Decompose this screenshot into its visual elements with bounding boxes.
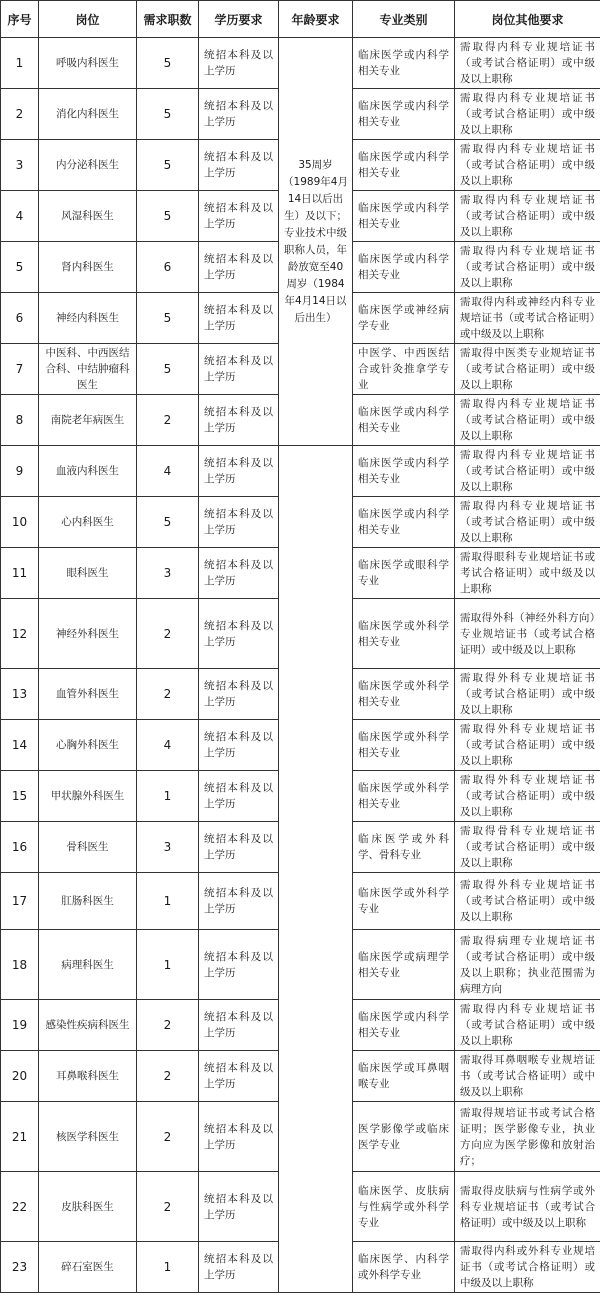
row-index: 3 <box>1 140 39 191</box>
row-position: 感染性疾病科医生 <box>39 1000 137 1051</box>
row-index: 17 <box>1 873 39 930</box>
row-count: 1 <box>137 1242 199 1293</box>
row-position: 内分泌科医生 <box>39 140 137 191</box>
row-education: 统招本科及以上学历 <box>199 395 279 446</box>
row-other: 需取得皮肤病与性病学或外科专业规培证书（或考试合格证明）或中级及以上职称 <box>455 1172 600 1242</box>
row-other: 需取得眼科专业规培证书或考试合格证明）或中级及以上职称 <box>455 548 600 599</box>
row-other: 需取得病理专业规培证书（或考试合格证明）或中级及以上职称；执业范围需为病理方向 <box>455 930 600 1000</box>
row-major: 临床医学、内科学或外科学专业 <box>353 1242 455 1293</box>
row-position: 耳鼻喉科医生 <box>39 1051 137 1102</box>
row-other: 需取得内科专业规培证书（或考试合格证明）或中级及以上职称 <box>455 140 600 191</box>
row-index: 9 <box>1 446 39 497</box>
row-index: 12 <box>1 599 39 669</box>
header-major: 专业类别 <box>353 1 455 38</box>
row-education: 统招本科及以上学历 <box>199 293 279 344</box>
row-index: 16 <box>1 822 39 873</box>
row-major: 临床医学或内科学相关专业 <box>353 497 455 548</box>
row-count: 2 <box>137 395 199 446</box>
row-count: 5 <box>137 38 199 89</box>
header-index: 序号 <box>1 1 39 38</box>
row-education: 统招本科及以上学历 <box>199 1051 279 1102</box>
header-other: 岗位其他要求 <box>455 1 600 38</box>
row-count: 2 <box>137 1172 199 1242</box>
row-major: 临床医学或内科学相关专业 <box>353 1000 455 1051</box>
row-position: 碎石室医生 <box>39 1242 137 1293</box>
row-major: 临床医学或病理学相关专业 <box>353 930 455 1000</box>
row-count: 5 <box>137 344 199 395</box>
row-other: 需取得中医类专业规培证书（或考试合格证明）或中级及以上职称 <box>455 344 600 395</box>
row-index: 20 <box>1 1051 39 1102</box>
row-major: 临床医学或耳鼻咽喉专业 <box>353 1051 455 1102</box>
row-other: 需取得内科专业规培证书（或考试合格证明）或中级及以上职称 <box>455 1000 600 1051</box>
row-position: 病理科医生 <box>39 930 137 1000</box>
row-other: 需取得内科专业规培证书（或考试合格证明）或中级及以上职称 <box>455 242 600 293</box>
row-index: 14 <box>1 720 39 771</box>
row-other: 需取得内科专业规培证书（或考试合格证明）或中级及以上职称 <box>455 89 600 140</box>
row-major: 临床医学或内科学相关专业 <box>353 191 455 242</box>
row-other: 需取得外科专业规培证书（或考试合格证明）或中级及以上职称 <box>455 873 600 930</box>
row-position: 风湿科医生 <box>39 191 137 242</box>
row-count: 6 <box>137 242 199 293</box>
row-major: 临床医学或外科学相关专业 <box>353 771 455 822</box>
row-major: 临床医学或内科学相关专业 <box>353 38 455 89</box>
row-index: 22 <box>1 1172 39 1242</box>
row-education: 统招本科及以上学历 <box>199 89 279 140</box>
row-position: 呼吸内科医生 <box>39 38 137 89</box>
row-count: 1 <box>137 930 199 1000</box>
row-education: 统招本科及以上学历 <box>199 38 279 89</box>
row-index: 2 <box>1 89 39 140</box>
row-position: 神经外科医生 <box>39 599 137 669</box>
row-other: 需取得内科专业规培证书（或考试合格证明）或中级及以上职称 <box>455 191 600 242</box>
row-position: 心胸外科医生 <box>39 720 137 771</box>
row-education: 统招本科及以上学历 <box>199 1242 279 1293</box>
row-education: 统招本科及以上学历 <box>199 720 279 771</box>
row-position: 中医科、中西医结合科、中结肿瘤科医生 <box>39 344 137 395</box>
row-major: 临床医学或神经病学专业 <box>353 293 455 344</box>
row-education: 统招本科及以上学历 <box>199 446 279 497</box>
row-education: 统招本科及以上学历 <box>199 1000 279 1051</box>
row-major: 临床医学或内科学相关专业 <box>353 446 455 497</box>
row-count: 2 <box>137 1051 199 1102</box>
row-index: 5 <box>1 242 39 293</box>
row-major: 临床医学或外科学专业 <box>353 873 455 930</box>
row-count: 5 <box>137 293 199 344</box>
row-education: 统招本科及以上学历 <box>199 497 279 548</box>
header-position: 岗位 <box>39 1 137 38</box>
row-index: 1 <box>1 38 39 89</box>
row-index: 21 <box>1 1102 39 1172</box>
row-other: 需取得骨科专业规培证书（或考试合格证明）或中级及以上职称 <box>455 822 600 873</box>
row-index: 8 <box>1 395 39 446</box>
row-index: 23 <box>1 1242 39 1293</box>
row-count: 4 <box>137 446 199 497</box>
row-count: 5 <box>137 497 199 548</box>
row-education: 统招本科及以上学历 <box>199 669 279 720</box>
row-index: 13 <box>1 669 39 720</box>
row-major: 临床医学或内科学相关专业 <box>353 242 455 293</box>
row-education: 统招本科及以上学历 <box>199 242 279 293</box>
header-count: 需求职数 <box>137 1 199 38</box>
row-other: 需取得内科专业规培证书（或考试合格证明）或中级及以上职称 <box>455 395 600 446</box>
row-position: 肾内科医生 <box>39 242 137 293</box>
header-age: 年龄要求 <box>279 1 353 38</box>
row-other: 需取得内科或外科专业规培证书（或考试合格证明）或中级及以上职称 <box>455 1242 600 1293</box>
row-other: 需取得外科专业规培证书（或考试合格证明）或中级及以上职称 <box>455 669 600 720</box>
row-other: 需取得内科专业规培证书（或考试合格证明）或中级及以上职称 <box>455 497 600 548</box>
row-index: 18 <box>1 930 39 1000</box>
row-count: 5 <box>137 191 199 242</box>
row-position: 消化内科医生 <box>39 89 137 140</box>
header-education: 学历要求 <box>199 1 279 38</box>
header-row <box>1 1 600 38</box>
row-other: 需取得规培证书或考试合格证明；医学影像专业，执业方向应为医学影像和放射治疗； <box>455 1102 600 1172</box>
row-count: 2 <box>137 1000 199 1051</box>
row-position: 眼科医生 <box>39 548 137 599</box>
row-education: 统招本科及以上学历 <box>199 344 279 395</box>
age-requirement: 35周岁（1989年4月14日以后出生）及以下；专业技术中级职称人员，年龄放宽至40周岁（1984年4月14日以后出生） <box>279 38 353 446</box>
row-position: 皮肤科医生 <box>39 1172 137 1242</box>
row-major: 临床医学或外科学、骨科专业 <box>353 822 455 873</box>
row-position: 骨科医生 <box>39 822 137 873</box>
row-count: 4 <box>137 720 199 771</box>
row-major: 临床医学、皮肤病与性病学或外科学专业 <box>353 1172 455 1242</box>
row-major: 医学影像学或临床医学专业 <box>353 1102 455 1172</box>
row-education: 统招本科及以上学历 <box>199 191 279 242</box>
row-index: 11 <box>1 548 39 599</box>
row-position: 南院老年病医生 <box>39 395 137 446</box>
age-requirement-empty <box>279 446 353 1293</box>
row-count: 3 <box>137 822 199 873</box>
table-row <box>1 446 600 497</box>
table-row <box>1 38 600 89</box>
row-count: 2 <box>137 1102 199 1172</box>
row-index: 19 <box>1 1000 39 1051</box>
row-position: 血液内科医生 <box>39 446 137 497</box>
row-education: 统招本科及以上学历 <box>199 140 279 191</box>
row-other: 需取得外科（神经外科方向）专业规培证书（或考试合格证明）或中级及以上职称 <box>455 599 600 669</box>
row-count: 3 <box>137 548 199 599</box>
row-education: 统招本科及以上学历 <box>199 873 279 930</box>
row-other: 需取得外科专业规培证书（或考试合格证明）或中级及以上职称 <box>455 771 600 822</box>
row-major: 临床医学或内科学相关专业 <box>353 140 455 191</box>
row-education: 统招本科及以上学历 <box>199 771 279 822</box>
row-position: 心内科医生 <box>39 497 137 548</box>
row-major: 临床医学或外科学相关专业 <box>353 599 455 669</box>
row-position: 甲状腺外科医生 <box>39 771 137 822</box>
row-index: 10 <box>1 497 39 548</box>
row-education: 统招本科及以上学历 <box>199 930 279 1000</box>
row-count: 5 <box>137 140 199 191</box>
row-other: 需取得外科专业规培证书（或考试合格证明）或中级及以上职称 <box>455 720 600 771</box>
row-other: 需取得内科专业规培证书（或考试合格证明）或中级及以上职称 <box>455 38 600 89</box>
row-position: 核医学科医生 <box>39 1102 137 1172</box>
row-other: 需取得内科或神经内科专业规培证书（或考试合格证明）或中级及以上职称 <box>455 293 600 344</box>
row-index: 15 <box>1 771 39 822</box>
row-education: 统招本科及以上学历 <box>199 1102 279 1172</box>
row-count: 1 <box>137 771 199 822</box>
row-education: 统招本科及以上学历 <box>199 822 279 873</box>
row-position: 神经内科医生 <box>39 293 137 344</box>
row-education: 统招本科及以上学历 <box>199 1172 279 1242</box>
row-other: 需取得耳鼻咽喉专业规培证书（或考试合格证明）或中级及以上职称 <box>455 1051 600 1102</box>
row-major: 临床医学或外科学相关专业 <box>353 669 455 720</box>
row-other: 需取得内科专业规培证书（或考试合格证明）或中级及以上职称 <box>455 446 600 497</box>
row-major: 临床医学或内科学相关专业 <box>353 395 455 446</box>
row-major: 临床医学或眼科学专业 <box>353 548 455 599</box>
row-education: 统招本科及以上学历 <box>199 599 279 669</box>
row-major: 中医学、中西医结合或针灸推拿学专业 <box>353 344 455 395</box>
row-count: 1 <box>137 873 199 930</box>
row-count: 5 <box>137 89 199 140</box>
row-index: 7 <box>1 344 39 395</box>
row-count: 2 <box>137 669 199 720</box>
row-major: 临床医学或内科学相关专业 <box>353 89 455 140</box>
row-count: 2 <box>137 599 199 669</box>
row-index: 4 <box>1 191 39 242</box>
row-position: 血管外科医生 <box>39 669 137 720</box>
row-education: 统招本科及以上学历 <box>199 548 279 599</box>
row-position: 肛肠科医生 <box>39 873 137 930</box>
row-index: 6 <box>1 293 39 344</box>
row-major: 临床医学或外科学相关专业 <box>353 720 455 771</box>
